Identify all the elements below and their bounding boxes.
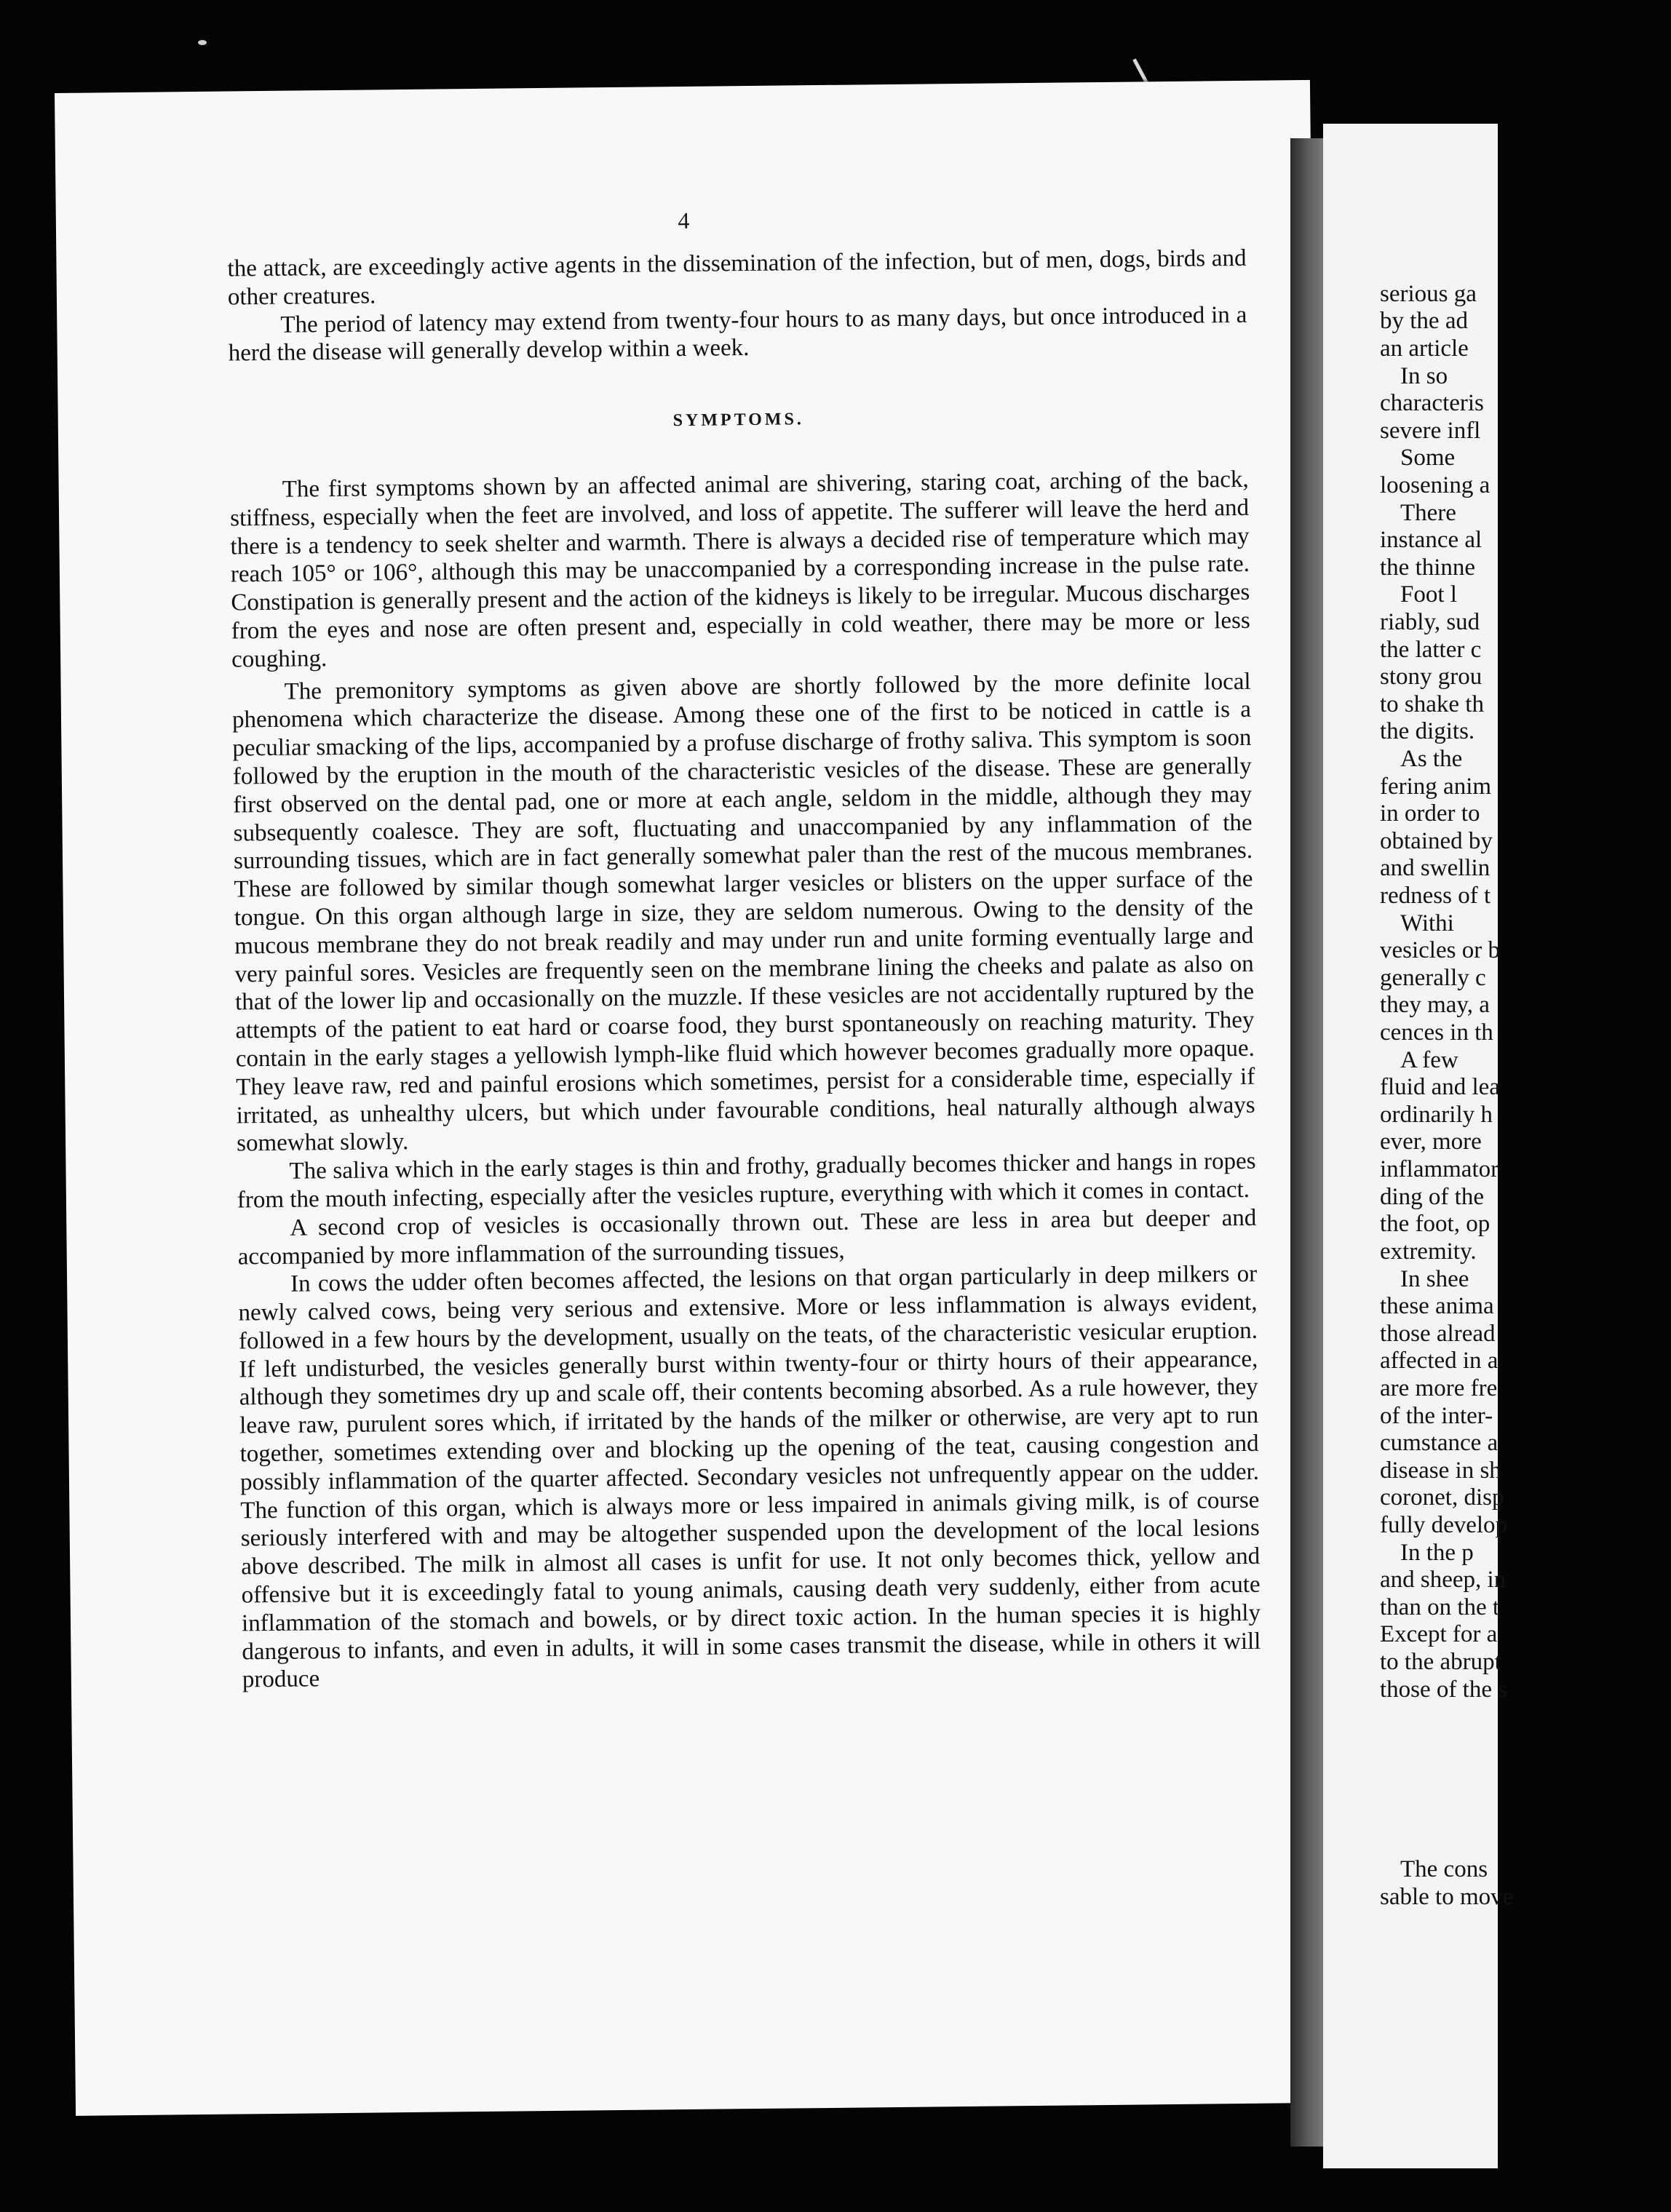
facing-page-line: coronet, disp <box>1380 1484 1504 1511</box>
facing-page-line: disease in sh <box>1380 1457 1501 1484</box>
facing-page <box>1323 124 1514 2168</box>
main-text-column <box>227 244 1261 1695</box>
facing-page-line: redness of t <box>1380 883 1491 909</box>
facing-page-line: the latter c <box>1380 637 1482 663</box>
facing-page-line: loosening a <box>1380 472 1491 498</box>
facing-page-line: In so <box>1400 363 1448 389</box>
facing-page-line: cumstance a <box>1380 1430 1499 1456</box>
facing-page-line: serious ga <box>1380 281 1477 307</box>
facing-page-line: In shee <box>1400 1266 1469 1292</box>
facing-page-line: an article <box>1380 335 1469 362</box>
facing-page-line: of the inter- <box>1380 1403 1493 1429</box>
facing-page-line: In the p <box>1400 1540 1474 1566</box>
facing-page-line: the digits. <box>1380 718 1475 744</box>
facing-page-line: are more fre <box>1380 1375 1498 1401</box>
facing-page-line: instance al <box>1380 527 1483 553</box>
facing-page-line: ever, more <box>1380 1129 1482 1155</box>
facing-page-line: The cons <box>1400 1856 1488 1882</box>
facing-page-line: obtained by <box>1380 828 1493 854</box>
facing-page-line: fluid and lea <box>1380 1074 1500 1100</box>
facing-page-line: in order to <box>1380 800 1480 827</box>
facing-page-line: There <box>1400 500 1456 526</box>
body-paragraph: The premonitory symptoms as given above are shortly followed by the more definite local phenomena which characterize the disease. Among these one of the first to be noticed in cattle is a peculiar smacking of the lips, accompanied by a profuse discharge of frothy saliva. This symptom is soon followed by the eruption in the mouth of the characteristic vesicles of the disease. These are generally first observed on the dental pad, one or more at each angle, seldom in the middle, although they may subsequently coalesce. They are soft, fluctuating and unaccompanied by any inflammation of the surrounding tissues, which are in fact generally somewhat paler than the rest of the mucous membranes. These are followed by similar though somewhat larger vesicles or blisters on the upper surface of the tongue. On this organ although large in size, they are seldom numerous. Owing to the density of the mucous membrane they do not break readily and may under run and unite forming eventually large and very painful sores. Vesicles are frequently seen on the membrane lining the cheeks and palate as also on that of the lower lip and occasionally on the muzzle. If these vesicles are not accidentally ruptured by the attempts of the patient to eat hard or coarse food, they burst spontaneously on reaching maturity. They contain in the early stages a yellowish lymph-like fluid which however becomes gradually more opaque. They leave raw, red and painful erosions which sometimes, persist for a considerable time, especially if irritated, as unhealthy ulcers, but which under favourable conditions, heal naturally although always somewhat slowly. <box>231 668 1255 1157</box>
facing-page-line: Some <box>1400 445 1456 471</box>
main-page <box>55 80 1331 2116</box>
body-paragraph: The saliva which in the early stages is thin and frothy, gradually becomes thicker and hangs in ropes from the mouth infecting, especially after the vesicles rupture, everything with which it comes in contact. <box>237 1147 1256 1214</box>
facing-page-line: fering anim <box>1380 773 1492 800</box>
scan-speck <box>198 40 207 45</box>
facing-page-line: by the ad <box>1380 308 1468 334</box>
facing-page-line: extremity. <box>1380 1238 1477 1265</box>
facing-page-line: ordinarily h <box>1380 1102 1493 1128</box>
page-number: 4 <box>678 207 690 234</box>
section-heading: SYMPTOMS. <box>672 410 804 431</box>
facing-page-line: these anima <box>1380 1293 1494 1319</box>
facing-page-line: Withi <box>1400 910 1454 936</box>
facing-page-line: A few <box>1400 1047 1458 1073</box>
facing-page-line: generally c <box>1380 965 1486 991</box>
facing-page-line: the foot, op <box>1380 1211 1491 1237</box>
facing-page-line: the thinne <box>1380 554 1476 581</box>
facing-page-line: and swellin <box>1380 855 1491 881</box>
facing-page-line: stony grou <box>1380 664 1483 690</box>
facing-page-line: than on the t <box>1380 1594 1500 1620</box>
facing-page-line: ding of the <box>1380 1184 1484 1210</box>
facing-page-line: sable to move <box>1380 1884 1514 1910</box>
facing-page-line: Except for a <box>1380 1621 1498 1647</box>
facing-page-line: characteris <box>1380 390 1484 416</box>
facing-page-line: inflammator <box>1380 1156 1499 1182</box>
facing-page-line: those alread <box>1380 1321 1496 1347</box>
facing-page-line: to shake th <box>1380 691 1484 717</box>
facing-page-line: affected in a <box>1380 1348 1499 1374</box>
body-paragraph: A second crop of vesicles is occasionally thrown out. These are less in area but deeper and accompanied by more inflammation of the surrounding tissues, <box>237 1204 1257 1270</box>
facing-page-line: fully develop <box>1380 1512 1508 1538</box>
facing-page-line: Foot l <box>1400 581 1457 608</box>
intro-paragraph: The period of latency may extend from twenty-four hours to as many days, but once introduced in a herd the disease will generally develop within a week. <box>228 301 1247 367</box>
facing-page-line: As the <box>1400 746 1463 772</box>
facing-page-line: they may, a <box>1380 992 1490 1018</box>
intro-paragraph: the attack, are exceedingly active agents in the dissemination of the infection, but of men, dogs, birds and other creatures. <box>227 244 1247 311</box>
facing-page-line: riably, sud <box>1380 609 1480 635</box>
body-paragraph: In cows the udder often becomes affected, the lesions on that organ particularly in deep milkers or newly calved cows, being very serious and extensive. More or less inflammation is always evident, followed in a few hours by the development, usually on the teats, of the characteristic vesicular eruption. If left undisturbed, the vesicles generally burst within twenty-four or thirty hours of their appearance, although they sometimes dry up and scale off, their contents becoming absorbed. As a rule however, they leave raw, purulent sores which, if irritated by the hands of the milker or otherwise, are very apt to run together, sometimes extending over and blocking up the opening of the teat, causing congestion and possibly inflammation of the quarter affected. Secondary vesicles not unfrequently appear on the udder. The function of this organ, which is always more or less impaired in animals giving milk, is of course seriously interfered with and may be altogether suspended upon the development of the local lesions above described. The milk in almost all cases is unfit for use. It not only becomes thick, yellow and offensive but it is exceedingly fatal to young animals, causing death very suddenly, either from acute inflammation of the stomach and bowels, or by direct toxic action. In the human species it is highly dangerous to infants, and even in adults, it will in some cases transmit the disease, while in others it will produce <box>238 1261 1261 1693</box>
facing-page-line: to the abrupt <box>1380 1649 1501 1675</box>
facing-page-line: cences in th <box>1380 1019 1493 1046</box>
facing-page-line: those of the s <box>1380 1676 1508 1703</box>
facing-page-line: vesicles or b <box>1380 937 1500 963</box>
facing-page-line: severe infl <box>1380 418 1481 444</box>
facing-page-line: and sheep, in <box>1380 1567 1507 1593</box>
body-paragraph: The first symptoms shown by an affected animal are shivering, staring coat, arching of the back, stiffness, especially when the feet are involved, and loss of appetite. The sufferer will leave the herd and there is a tendency to seek shelter and warmth. There is always a decided rise of temperature which may reach 105° or 106°, although this may be unaccompanied by a corresponding increase in the pulse rate. Constipation is generally present and the action of the kidneys is likely to be irregular. Mucous discharges from the eyes and nose are often present and, especially in cold weather, there may be more or less coughing. <box>229 466 1250 673</box>
